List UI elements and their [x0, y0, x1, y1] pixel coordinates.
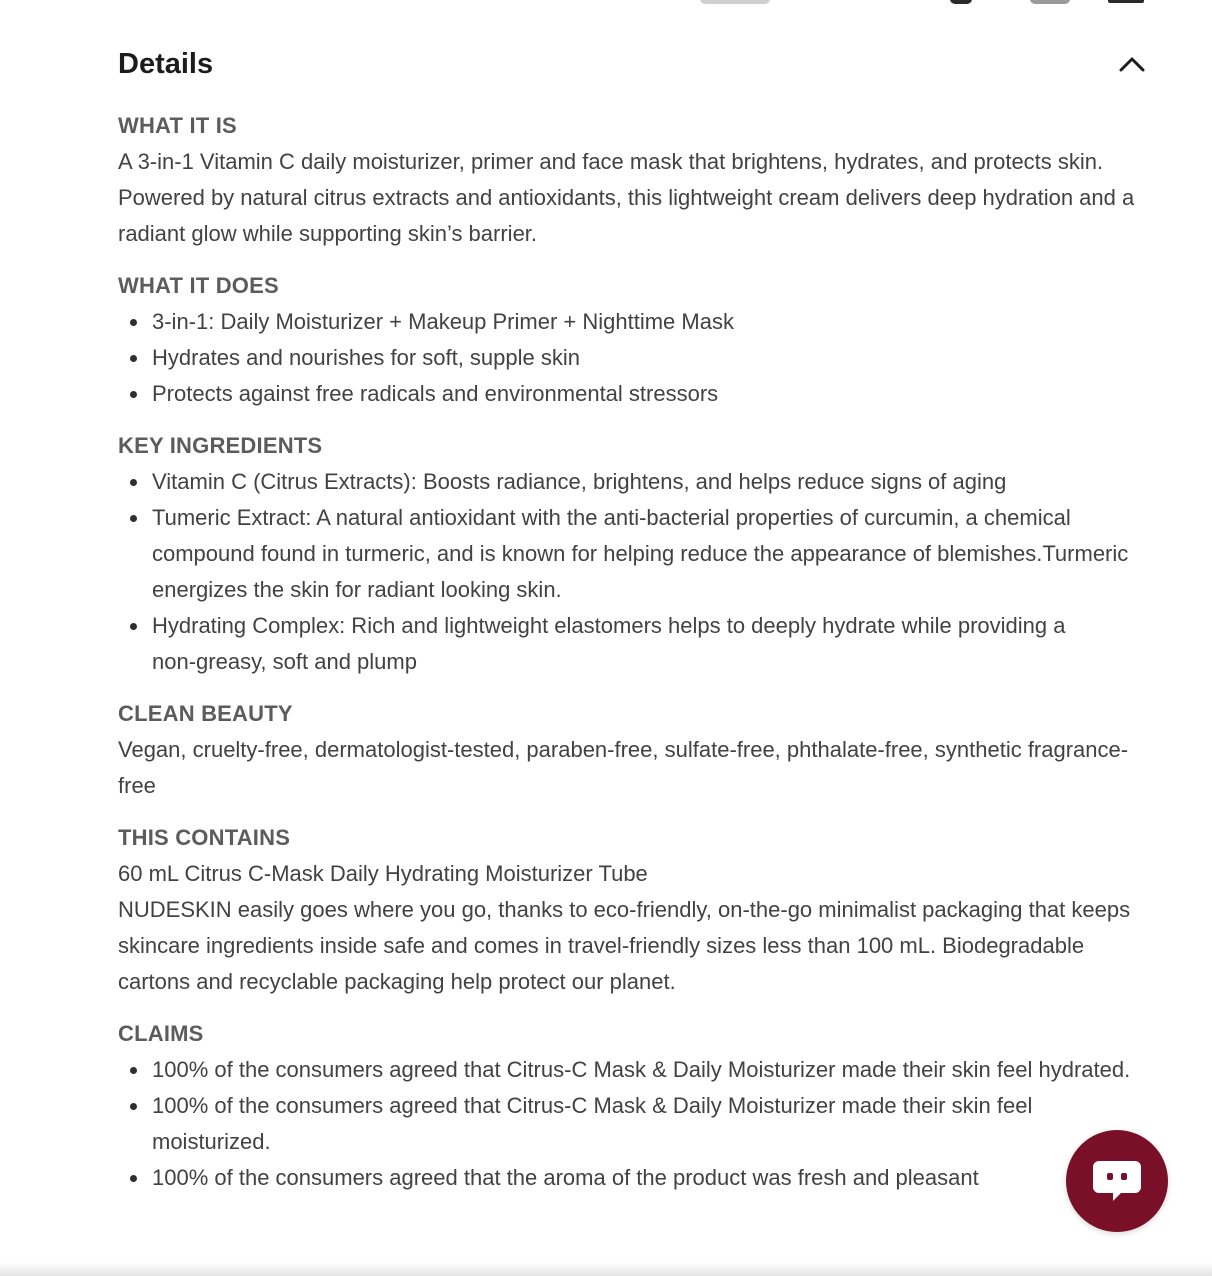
list-item: Tumeric Extract: A natural antioxidant with the anti-bacterial properties of curcumin, a chemical compound found in turmeric, and is known for helping reduce the appearance of blemishes.Turmeric energizes the skin for radiant looking skin. — [152, 500, 1148, 608]
section-heading: KEY INGREDIENTS — [118, 433, 323, 458]
list-item: 100% of the consumers agreed that the aroma of the product was fresh and pleasant — [152, 1160, 1148, 1196]
section-key-ingredients — [118, 428, 1148, 680]
list-item: 100% of the consumers agreed that Citrus-C Mask & Daily Moisturizer made their skin feel moisturized. — [152, 1088, 1148, 1160]
section-claims — [118, 1016, 1148, 1196]
section-this-contains — [118, 820, 1148, 1000]
section-heading: CLAIMS — [118, 1021, 204, 1046]
chevron-up-icon[interactable] — [1116, 50, 1148, 78]
top-nav-remnant — [0, 0, 1212, 6]
chat-button[interactable] — [1066, 1130, 1168, 1232]
section-heading: THIS CONTAINS — [118, 825, 291, 850]
list-item: Protects against free radicals and environmental stressors — [152, 376, 1148, 412]
bullet-list — [118, 464, 1148, 680]
bullet-list — [118, 1052, 1148, 1196]
bullet-list — [118, 304, 1148, 412]
details-header[interactable] — [118, 44, 1148, 84]
chat-bubble-icon — [1091, 1159, 1143, 1203]
section-heading: CLEAN BEAUTY — [118, 701, 293, 726]
list-item: 3-in-1: Daily Moisturizer + Makeup Primer + Nighttime Mask — [152, 304, 1148, 340]
section-heading: WHAT IT IS — [118, 113, 237, 138]
section-what-it-does — [118, 268, 1148, 412]
list-item: Hydrates and nourishes for soft, supple skin — [152, 340, 1148, 376]
list-item: Hydrating Complex: Rich and lightweight elastomers helps to deeply hydrate while providing a non-greasy, soft and plump — [152, 608, 1148, 680]
section-paragraph: A 3-in-1 Vitamin C daily moisturizer, primer and face mask that brightens, hydrates, and protects skin. Powered by natural citrus extracts and antioxidants, this lightweight cream delivers deep hydration and a radiant glow while supporting skin’s barrier. — [118, 149, 1135, 246]
section-clean-beauty — [118, 696, 1148, 804]
details-content — [118, 108, 1148, 1196]
section-what-it-is — [118, 108, 1148, 252]
list-item: 100% of the consumers agreed that Citrus-C Mask & Daily Moisturizer made their skin feel hydrated. — [152, 1052, 1148, 1088]
bottom-shadow — [0, 1262, 1212, 1276]
list-item: Vitamin C (Citrus Extracts): Boosts radiance, brightens, and helps reduce signs of aging — [152, 464, 1148, 500]
details-title: Details — [118, 48, 214, 80]
section-paragraph: 60 mL Citrus C-Mask Daily Hydrating Moisturizer Tube — [118, 861, 648, 886]
section-paragraph: Vegan, cruelty-free, dermatologist-tested, paraben-free, sulfate-free, phthalate-free, synthetic fragrance-free — [118, 737, 1129, 798]
section-paragraph: NUDESKIN easily goes where you go, thanks to eco-friendly, on-the-go minimalist packaging that keeps skincare ingredients inside safe and comes in travel-friendly sizes less than 100 mL. Biodegradable cartons and recyclable packaging help protect our planet. — [118, 897, 1131, 994]
section-heading: WHAT IT DOES — [118, 273, 279, 298]
